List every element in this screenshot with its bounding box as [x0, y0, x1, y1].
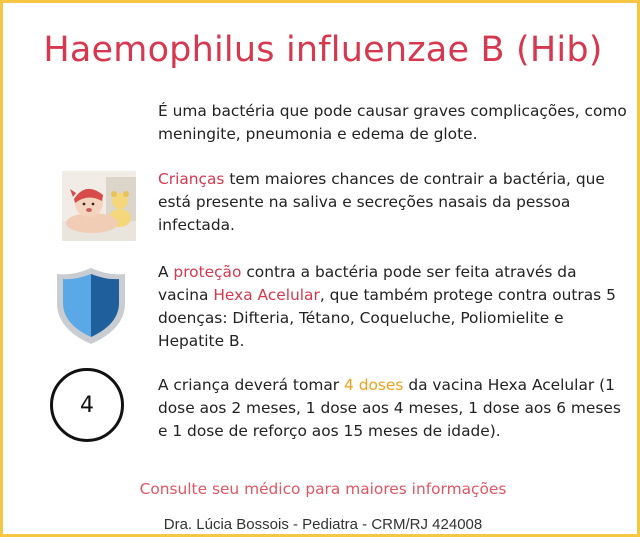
children-highlight: Crianças: [158, 170, 225, 188]
children-risk-paragraph: [158, 168, 628, 237]
protection-paragraph: [158, 261, 628, 353]
doses-highlight: 4 doses: [344, 376, 404, 394]
vaccine-name-highlight: Hexa Acelular: [213, 286, 320, 304]
doses-paragraph: [158, 374, 628, 443]
protection-text-before: A: [158, 263, 174, 281]
consult-doctor-text: Consulte seu médico para maiores informações: [139, 480, 507, 498]
protection-highlight: proteção: [173, 263, 242, 281]
children-risk-text: tem maiores chances de contrair a bactéria, que está presente na saliva e secreções nasais da pessoa infectada.: [158, 170, 605, 234]
protection-text-middle: contra a bactéria pode ser feita através da vacina: [158, 263, 577, 304]
baby-with-teddy-bear-photo: [62, 171, 136, 241]
page-title: Haemophilus influenzae B (Hib): [43, 30, 603, 70]
protection-text-after: , que também protege contra outras 5 doenças: Difteria, Tétano, Coqueluche, Poliomielite e Hepatite B.: [158, 286, 616, 350]
description-paragraph: [158, 100, 628, 146]
description-text: É uma bactéria que pode causar graves complicações, como meningite, pneumonia e edema de glote.: [158, 102, 627, 143]
doses-count-badge: [50, 368, 124, 442]
doses-text-after: da vacina Hexa Acelular (1 dose aos 2 meses, 1 dose aos 4 meses, 1 dose aos 6 meses e 1 dose de reforço aos 15 meses de idade).: [158, 376, 621, 440]
doses-count-value: 4: [80, 392, 94, 418]
doses-text-before: A criança deverá tomar: [158, 376, 345, 394]
doctor-signature: Dra. Lúcia Bossois - Pediatra - CRM/RJ 424008: [163, 516, 483, 533]
shield-icon: [53, 265, 129, 347]
